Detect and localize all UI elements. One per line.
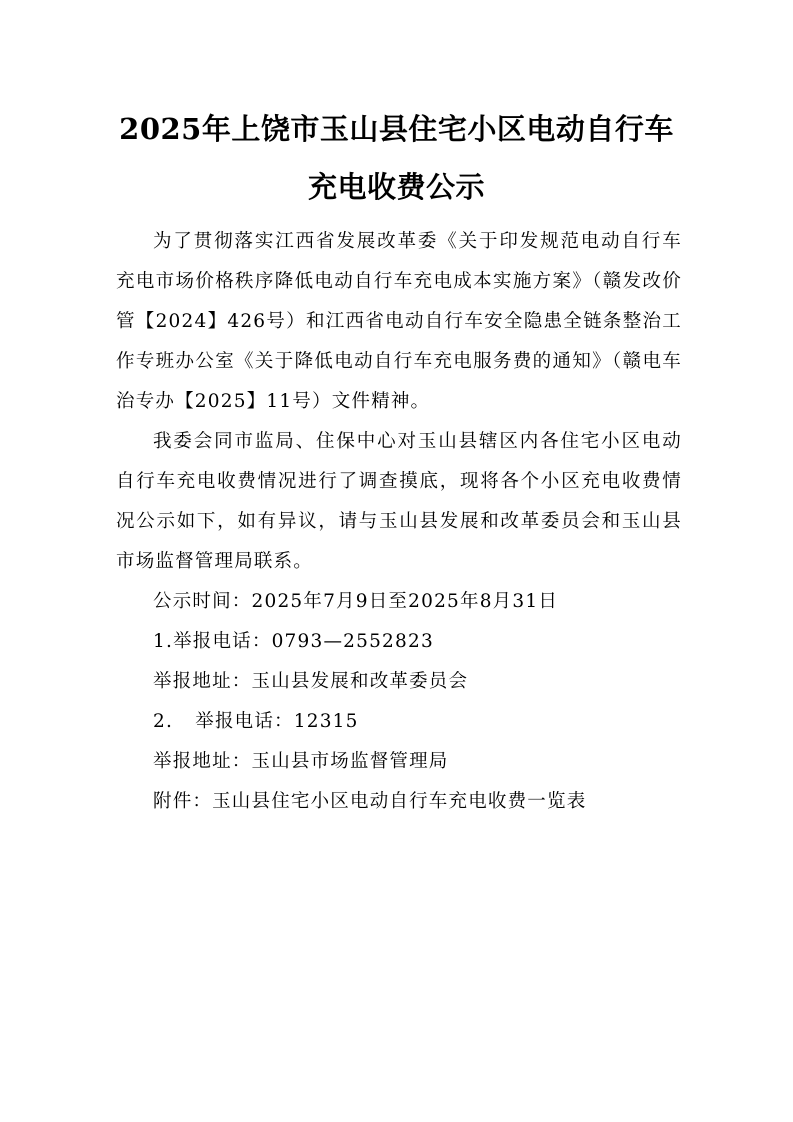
document-body (116, 222, 682, 822)
intro-paragraph: 为了贯彻落实江西省发展改革委《关于印发规范电动自行车充电市场价格秩序降低电动自行车充电成本实施方案》（赣发改价管【2024】426号）和江西省电动自行车安全隐患全链条整治工作专班办公室《关于降低电动自行车充电服务费的通知》（赣电车治专办【2025】11号）文件精神。 (116, 231, 682, 412)
investigation-paragraph: 我委会同市监局、住保中心对玉山县辖区内各住宅小区电动自行车充电收费情况进行了调查摸底，现将各个小区充电收费情况公示如下，如有异议，请与玉山县发展和改革委员会和玉山县市场监督管理局联系。 (116, 431, 682, 572)
report-1-phone-text: 举报电话：0793—2552823 (173, 631, 434, 652)
document-title-line-2: 充电收费公示 (307, 170, 485, 204)
report-1-address: 举报地址：玉山县发展和改革委员会 (153, 671, 469, 692)
report-1-number: 1. (153, 631, 174, 652)
document-title-line-1: 2025年上饶市玉山县住宅小区电动自行车 (119, 112, 674, 146)
report-2-address: 举报地址：玉山县市场监督管理局 (153, 751, 449, 772)
report-1-phone (116, 622, 682, 662)
notice-period: 公示时间：2025年7月9日至2025年8月31日 (153, 591, 559, 612)
report-2-phone (116, 702, 682, 742)
report-2-number: 2. (153, 711, 174, 732)
report-2-phone-text: 举报电话：12315 (195, 711, 359, 732)
attachment-line: 附件：玉山县住宅小区电动自行车充电收费一览表 (153, 791, 587, 812)
